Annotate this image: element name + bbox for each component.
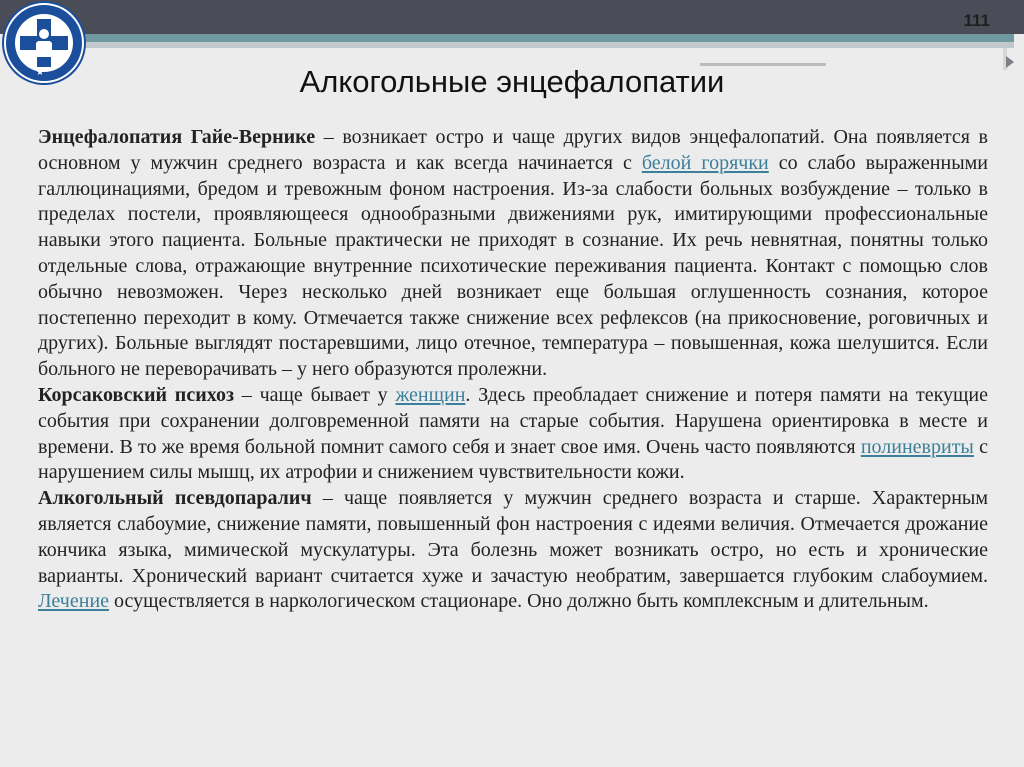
text-korsakoff-3: с нарушением силы мышц, их атрофии и снижением чувствительности кожи.	[38, 435, 988, 484]
term-korsakoff: Корсаковский психоз	[38, 383, 234, 406]
slide-body	[38, 125, 988, 615]
header-stripe-light	[70, 42, 1014, 48]
header-bar	[0, 0, 1024, 34]
link-women[interactable]: женщин	[395, 383, 466, 406]
paragraph-pseudoparalysis	[38, 486, 988, 615]
link-polyneuritis[interactable]: полиневриты	[860, 435, 974, 458]
text-korsakoff-1: – чаще бывает у	[234, 383, 396, 406]
text-wernicke-2: со слабо выраженными галлюцинациями, бредом и тревожным фоном настроения. Из-за слабости больных возбуждение – только в пределах постели, проявляющееся однообразными движениями рук, имитирующими профессиональные навыки этого пациента. Больные практически не приходят в сознание. Их речь невнятная, понятны только отдельные слова, отражающие внутренние психотические переживания пациента. Контакт с помощью слов обычно невозможен. Через несколько дней возникает еще большая оглушенность сознания, которое постепенно переходит в кому. Отмечается также снижение всех рефлексов (на прикосновение, роговичных и других). Больные выглядят постаревшими, лицо отечное, температура – повышенная, кожа шелушится. Если больного не переворачивать – у него образуются пролежни.	[38, 151, 988, 381]
text-wernicke-1: – возникает остро и чаще других видов энцефалопатий. Она появляется в основном у мужчин среднего возраста и как всегда начинается с	[38, 126, 988, 174]
text-pseudoparalysis-2: осуществляется в наркологическом стационаре. Оно должно быть комплексным и длительным.	[109, 590, 929, 613]
header-stripe-teal	[70, 34, 1014, 42]
logo-figure-head	[39, 29, 49, 39]
term-wernicke: Энцефалопатия Гайе-Вернике	[38, 126, 316, 148]
text-korsakoff-2: . Здесь преобладает снижение и потеря памяти на текущие события при сохранении долговременной памяти на старые события. Нарушена ориентировка в месте и времени. В то же время больной помнит самого себя и знает свое имя. Очень часто появляются	[38, 383, 989, 458]
link-treatment[interactable]: Лечение	[38, 590, 110, 613]
link-white-fever[interactable]: белой горячки	[641, 151, 769, 174]
paragraph-wernicke	[38, 125, 988, 383]
text-pseudoparalysis-1: – чаще появляется у мужчин среднего возраста и старше. Характерным является слабоумие, снижение памяти, повышенный фон настроения с идеями величия. Отмечается дрожание кончика языка, мимической мускулатуры. Эта болезнь может возникать остро, но есть и хронические варианты. Хронический вариант считается хуже и зачастую необратим, завершается глубоким слабоумием.	[38, 487, 988, 587]
slide-number: 111	[963, 11, 990, 30]
slide-title: Алкогольные энцефалопатии	[299, 64, 725, 99]
term-pseudoparalysis: Алкогольный псевдопаралич	[38, 487, 312, 510]
logo-figure-body	[36, 41, 52, 57]
paragraph-korsakoff	[38, 383, 988, 486]
logo-star-icon: ★	[36, 68, 45, 78]
